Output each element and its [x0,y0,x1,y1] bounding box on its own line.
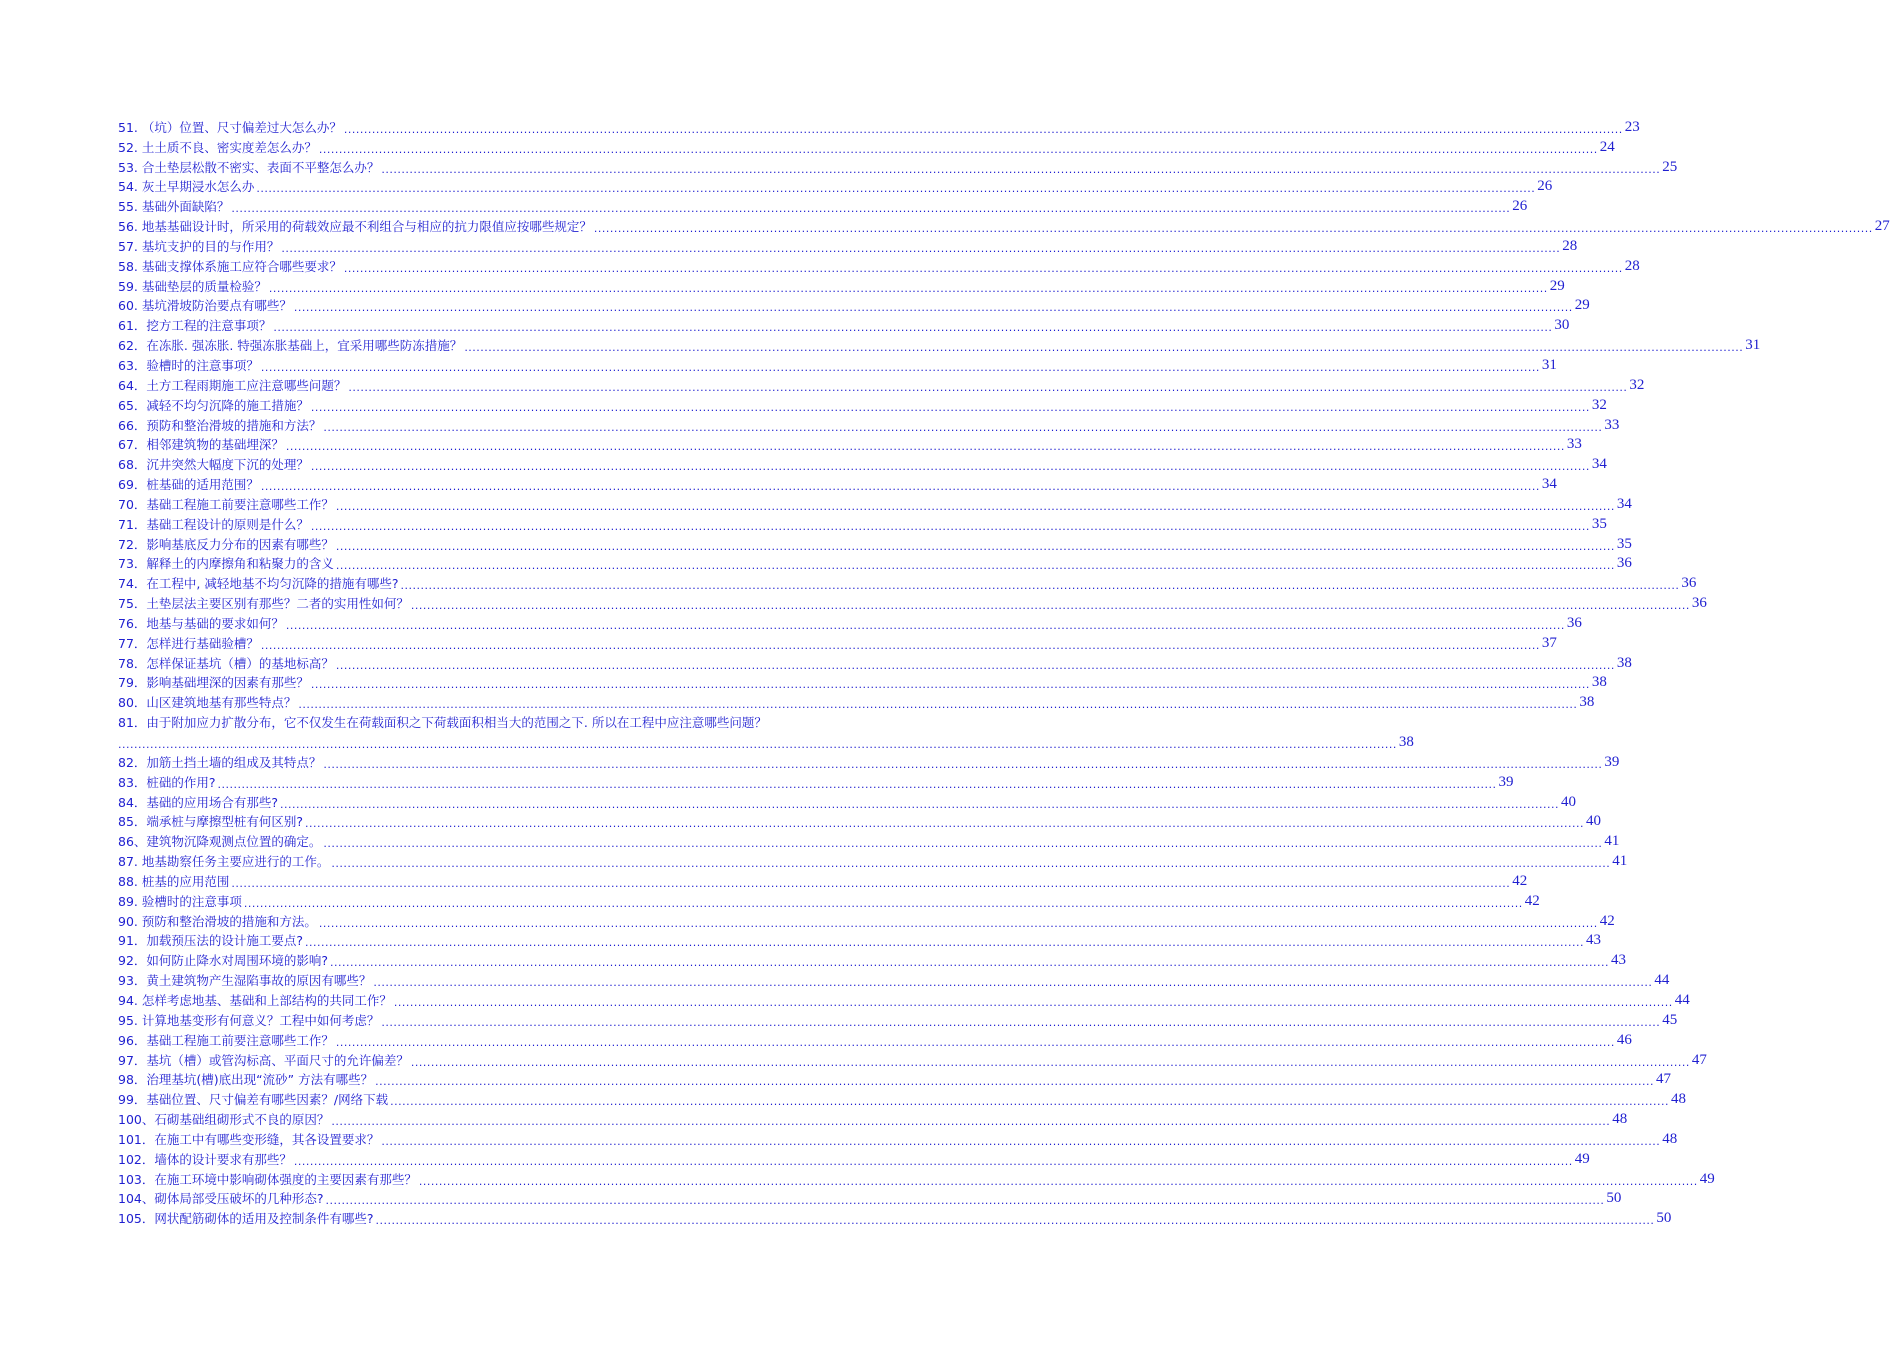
toc-entry-page-number[interactable]: 38 [1579,694,1595,711]
toc-entry-title[interactable]: 86、建筑物沉降观测点位置的确定。 [118,834,322,850]
toc-entry[interactable] [118,969,1670,989]
dot-leader [594,223,1873,235]
toc-entry-title[interactable]: 104、砌体局部受压破坏的几种形态? [118,1191,324,1207]
dot-leader [401,580,1680,592]
toc-entry-title[interactable]: 68．沉井突然大幅度下沉的处理？ [118,457,309,473]
toc-entry[interactable] [118,989,1690,1009]
toc-entry[interactable] [118,1088,1687,1108]
dot-leader [305,937,1584,949]
dot-leader [336,560,1615,572]
toc-entry-title[interactable]: 91．加载预压法的设计施工要点? [118,933,304,949]
toc-entry[interactable] [118,136,1615,156]
dot-leader [280,799,1559,811]
toc-entry[interactable] [118,1148,1590,1168]
toc-entry[interactable] [118,930,1601,950]
toc-entry-page-number[interactable]: 48 [1671,1091,1687,1108]
toc-entry[interactable] [118,1128,1678,1148]
dot-leader [336,1037,1615,1049]
toc-entry-page-number[interactable]: 28 [1562,237,1578,254]
toc-entry-title[interactable]: 75．土垫层法主要区别有那些？二者的实用性如何？ [118,596,409,612]
dot-leader [331,858,1610,870]
dot-leader [256,183,1535,195]
toc-entry-page-number[interactable]: 43 [1610,952,1626,969]
toc-entry-page-number[interactable]: 31 [1541,356,1557,373]
toc-entry-title[interactable]: 81．由于附加应力扩散分布，它不仅发生在荷载面积之下荷载面积相当大的范围之下. 所以在工程中应注意哪些问题？ [118,715,767,731]
toc-entry-page-number[interactable]: 39 [1498,773,1514,790]
toc-entry[interactable] [118,1207,1672,1227]
toc-entry-page-number[interactable]: 36 [1616,555,1632,572]
dot-leader [344,263,1623,275]
toc-entry-title[interactable]: 93．黄土建筑物产生湿陷事故的原因有哪些？ [118,973,372,989]
toc-entry-title[interactable]: 56. 地基基础设计时，所采用的荷载效应最不利组合与相应的抗力限值应按哪些规定？ [118,219,592,235]
toc-entry[interactable] [118,771,1514,791]
toc-entry[interactable] [118,672,1607,692]
dot-leader [330,957,1609,969]
toc-entry-title[interactable]: 105．网状配筋砌体的适用及控制条件有哪些? [118,1211,374,1227]
dot-leader [218,779,1497,791]
dot-leader [319,144,1598,156]
toc-entry-page-number[interactable]: 35 [1616,535,1632,552]
dot-leader [336,660,1615,672]
toc-entry[interactable] [118,1069,1671,1089]
toc-entry-page-number[interactable]: 36 [1566,614,1582,631]
dot-leader [323,759,1602,771]
toc-entry-title[interactable]: 78．怎样保证基坑（槽）的基地标高？ [118,655,334,671]
toc-entry[interactable] [118,1168,1715,1188]
dot-leader [311,402,1590,414]
toc-entry-page-number[interactable]: 42 [1599,912,1615,929]
toc-entry-page-number[interactable]: 26 [1512,198,1528,215]
toc-entry-title[interactable]: 83．桩础的作用? [118,774,216,790]
dot-leader [376,1215,1655,1227]
toc-entry-page-number[interactable]: 50 [1656,1210,1672,1227]
toc-entry-page-number[interactable]: 42 [1512,872,1528,889]
toc-entry[interactable] [118,791,1576,811]
toc-entry-title[interactable]: 102．墙体的设计要求有那些？ [118,1151,292,1167]
dot-leader [336,541,1615,553]
dot-leader [118,739,1397,751]
toc-entry-title[interactable]: 77．怎样进行基础验槽？ [118,635,259,651]
toc-entry[interactable] [118,910,1615,930]
toc-entry-page-number[interactable]: 40 [1585,813,1601,830]
dot-leader [326,1195,1605,1207]
toc-entry[interactable] [118,493,1632,513]
dot-leader [231,203,1510,215]
toc-entry[interactable] [118,414,1620,434]
toc-entry-title[interactable]: 98．治理基坑(槽)底出现“流砂” 方法有哪些？ [118,1072,374,1088]
dot-leader [411,600,1690,612]
toc-entry-page-number[interactable]: 40 [1560,793,1576,810]
toc-entry-page-number[interactable]: 49 [1699,1170,1715,1187]
toc-entry-title[interactable]: 74．在工程中, 减轻地基不均匀沉降的措施有哪些? [118,576,399,592]
toc-entry-page-number[interactable]: 48 [1662,1130,1678,1147]
toc-entry[interactable] [118,870,1528,890]
toc-entry-page-number[interactable]: 32 [1629,376,1645,393]
toc-entry-page-number[interactable]: 36 [1691,595,1707,612]
toc-entry[interactable] [118,255,1640,275]
toc-entry-page-number[interactable]: 27 [1874,218,1890,235]
toc-entry-title[interactable]: 64．土方工程雨期施工应注意哪些问题？ [118,377,347,393]
toc-entry-page-number[interactable]: 44 [1654,972,1670,989]
toc-entry[interactable] [118,553,1632,573]
toc-entry-title[interactable]: 85．端承桩与摩擦型桩有何区别? [118,814,304,830]
toc-entry-title[interactable]: 55. 基础外面缺陷？ [118,199,230,215]
toc-entry-page-number[interactable]: 39 [1604,753,1620,770]
toc-entry-page-number[interactable]: 23 [1624,118,1640,135]
dot-leader [261,481,1540,493]
dot-leader [286,620,1565,632]
toc-entry-title[interactable]: 71．基础工程设计的原则是什么？ [118,516,309,532]
toc-entry-title[interactable]: 76．地基与基础的要求如何？ [118,615,284,631]
toc-entry-page-number[interactable]: 34 [1541,476,1557,493]
dot-leader [348,382,1627,394]
toc-entry[interactable] [118,215,1890,235]
toc-entry-page-number[interactable]: 33 [1604,416,1620,433]
toc-entry-title[interactable]: 99．基础位置、尺寸偏差有哪些因素？/网络下载 [118,1092,389,1108]
dot-leader [261,640,1540,652]
toc-entry-title[interactable]: 79．影响基础埋深的因素有那些？ [118,675,309,691]
toc-entry[interactable] [118,850,1628,870]
toc-entry[interactable] [118,176,1553,196]
toc-entry-page-number[interactable]: 47 [1691,1051,1707,1068]
toc-entry-title[interactable]: 80．山区建筑地基有那些特点？ [118,695,297,711]
dot-leader [273,322,1552,334]
toc-entry-title[interactable]: 90. 预防和整治滑坡的措施和方法。 [118,913,317,929]
dot-leader [294,302,1573,314]
toc-entry-page-number[interactable]: 41 [1612,853,1628,870]
toc-entry[interactable] [118,592,1707,612]
toc-entry[interactable] [118,394,1607,414]
toc-entry-page-number[interactable]: 49 [1574,1150,1590,1167]
toc-entry-page-number[interactable]: 25 [1662,158,1678,175]
toc-entry-title[interactable]: 84．基础的应用场合有那些? [118,794,279,810]
toc-entry[interactable] [118,731,1414,751]
toc-entry-page-number[interactable]: 47 [1656,1071,1671,1088]
toc-entry[interactable] [118,275,1565,295]
toc-entry-page-number[interactable]: 33 [1566,436,1582,453]
dot-leader [381,1136,1660,1148]
toc-entry[interactable] [118,612,1582,632]
toc-entry[interactable] [118,691,1595,711]
toc-entry-page-number[interactable]: 32 [1591,396,1607,413]
toc-entry-page-number[interactable]: 30 [1554,317,1570,334]
toc-entry[interactable] [118,652,1632,672]
toc-entry-page-number[interactable]: 46 [1616,1031,1632,1048]
toc-entry-title[interactable]: 54. 灰土早期浸水怎么办 [118,179,255,195]
toc-entry[interactable] [118,195,1528,215]
toc-entry-title[interactable]: 58. 基础支撑体系施工应符合哪些要求？ [118,258,342,274]
dot-leader [323,838,1602,850]
table-of-contents [118,116,1890,1227]
toc-entry[interactable] [118,116,1640,136]
toc-entry-title[interactable]: 61．挖方工程的注意事项？ [118,318,272,334]
toc-entry-title[interactable]: 51. （坑）位置、尺寸偏差过大怎么办？ [118,119,342,135]
dot-leader [319,918,1598,930]
toc-entry-page-number[interactable]: 36 [1681,575,1697,592]
toc-entry-title[interactable]: 65．减轻不均匀沉降的施工措施？ [118,397,309,413]
toc-entry-page-number[interactable]: 29 [1574,297,1590,314]
toc-entry-page-number[interactable]: 31 [1745,337,1761,354]
toc-entry[interactable] [118,295,1590,315]
toc-entry-page-number[interactable]: 43 [1585,932,1601,949]
toc-entry-page-number[interactable]: 50 [1606,1190,1622,1207]
toc-entry-title[interactable]: 72．影响基底反力分布的因素有哪些？ [118,536,334,552]
toc-entry[interactable] [118,711,860,731]
dot-leader [311,679,1590,691]
dot-leader [381,164,1660,176]
toc-entry[interactable] [118,314,1570,334]
toc-entry-title[interactable]: 96．基础工程施工前要注意哪些工作？ [118,1032,334,1048]
toc-entry-page-number[interactable]: 29 [1549,277,1565,294]
toc-entry[interactable] [118,1108,1628,1128]
dot-leader [311,461,1590,473]
toc-entry-title[interactable]: 60. 基坑滑坡防治要点有哪些？ [118,298,292,314]
toc-entry[interactable] [118,473,1557,493]
toc-entry[interactable] [118,354,1557,374]
dot-leader [390,1096,1669,1108]
toc-entry-title[interactable]: 95. 计算地基变形有何意义？工程中如何考虑？ [118,1012,380,1028]
dot-leader [331,1116,1610,1128]
dot-leader [231,878,1510,890]
dot-leader [373,977,1652,989]
toc-entry[interactable] [118,830,1620,850]
dot-leader [281,243,1560,255]
dot-leader [464,342,1743,354]
toc-entry[interactable] [118,434,1582,454]
dot-leader [381,1017,1660,1029]
dot-leader [394,997,1673,1009]
toc-entry-page-number[interactable]: 24 [1599,138,1615,155]
toc-entry-title[interactable]: 100、石砌基础组砌形式不良的原因？ [118,1112,330,1128]
toc-entry[interactable] [118,453,1607,473]
toc-entry-title[interactable]: 57. 基坑支护的目的与作用？ [118,238,280,254]
toc-entry[interactable] [118,334,1761,354]
dot-leader [294,1156,1573,1168]
toc-entry-title[interactable]: 62．在冻胀. 强冻胀. 特强冻胀基础上，宜采用哪些防冻措施？ [118,338,463,354]
toc-entry-page-number[interactable]: 34 [1616,495,1632,512]
toc-entry[interactable] [118,533,1632,553]
toc-entry[interactable] [118,890,1540,910]
toc-entry-page-number[interactable]: 38 [1616,654,1632,671]
toc-entry-title[interactable]: 97．基坑（槽）或管沟标高、平面尺寸的允许偏差？ [118,1052,409,1068]
toc-entry[interactable] [118,1049,1707,1069]
toc-entry-title[interactable]: 73．解释土的内摩擦角和粘聚力的含义 [118,556,334,572]
toc-entry-title[interactable]: 94. 怎样考虑地基、基础和上部结构的共同工作？ [118,992,392,1008]
toc-entry-title[interactable]: 101．在施工中有哪些变形缝，其各设置要求？ [118,1131,380,1147]
toc-entry-page-number[interactable]: 37 [1541,634,1557,651]
dot-leader [311,521,1590,533]
toc-entry-title[interactable]: 89. 验槽时的注意事项 [118,893,242,909]
toc-entry-page-number[interactable]: 44 [1674,991,1690,1008]
toc-entry-title[interactable]: 52. 土土质不良、密实度差怎么办？ [118,139,317,155]
toc-entry[interactable] [118,632,1557,652]
toc-entry-title[interactable]: 103．在施工环境中影响砌体强度的主要因素有那些？ [118,1171,417,1187]
toc-entry-title[interactable]: 63．验槽时的注意事项？ [118,357,259,373]
toc-entry-title[interactable]: 66．预防和整治滑坡的措施和方法？ [118,417,322,433]
dot-leader [336,501,1615,513]
dot-leader [411,1057,1690,1069]
toc-entry-page-number[interactable]: 42 [1524,892,1540,909]
toc-entry-page-number[interactable]: 45 [1662,1011,1678,1028]
toc-entry[interactable] [118,751,1620,771]
toc-entry-page-number[interactable]: 48 [1612,1111,1628,1128]
toc-entry-title[interactable]: 88. 桩基的应用范围 [118,873,230,889]
toc-entry-title[interactable]: 82．加筋土挡土墙的组成及其特点？ [118,754,322,770]
toc-entry-page-number[interactable]: 35 [1591,515,1607,532]
toc-entry-title[interactable]: 67．相邻建筑物的基础埋深？ [118,437,284,453]
toc-entry[interactable] [118,572,1697,592]
dot-leader [261,362,1540,374]
dot-leader [375,1076,1654,1088]
toc-entry[interactable] [118,811,1601,831]
toc-entry[interactable] [118,513,1607,533]
dot-leader [323,422,1602,434]
toc-entry-page-number[interactable]: 26 [1537,178,1553,195]
toc-entry[interactable] [118,949,1626,969]
dot-leader [305,818,1584,830]
dot-leader [244,898,1523,910]
toc-entry[interactable] [118,1009,1678,1029]
dot-leader [286,441,1565,453]
dot-leader [344,124,1623,136]
toc-entry[interactable] [118,156,1678,176]
toc-entry-title[interactable]: 69．桩基础的适用范围？ [118,477,259,493]
dot-leader [269,283,1548,295]
dot-leader [298,699,1577,711]
toc-entry[interactable] [118,1188,1622,1208]
toc-entry[interactable] [118,235,1578,255]
toc-entry-title[interactable]: 59. 基础垫层的质量检验？ [118,278,267,294]
toc-entry[interactable] [118,374,1645,394]
toc-entry-page-number[interactable]: 38 [1398,734,1414,750]
dot-leader [419,1176,1698,1188]
toc-entry-page-number[interactable]: 34 [1591,456,1607,473]
toc-entry-title[interactable]: 92．如何防止降水对周围环境的影响? [118,953,329,969]
toc-entry-title[interactable]: 87. 地基勘察任务主要应进行的工作。 [118,854,330,870]
toc-entry-title[interactable]: 53. 合土垫层松散不密实、表面不平整怎么办？ [118,159,380,175]
toc-entry-page-number[interactable]: 28 [1624,257,1640,274]
toc-entry-page-number[interactable]: 38 [1591,674,1607,691]
toc-entry[interactable] [118,1029,1632,1049]
toc-entry-page-number[interactable]: 41 [1604,833,1620,850]
toc-entry-title[interactable]: 70．基础工程施工前要注意哪些工作？ [118,496,334,512]
